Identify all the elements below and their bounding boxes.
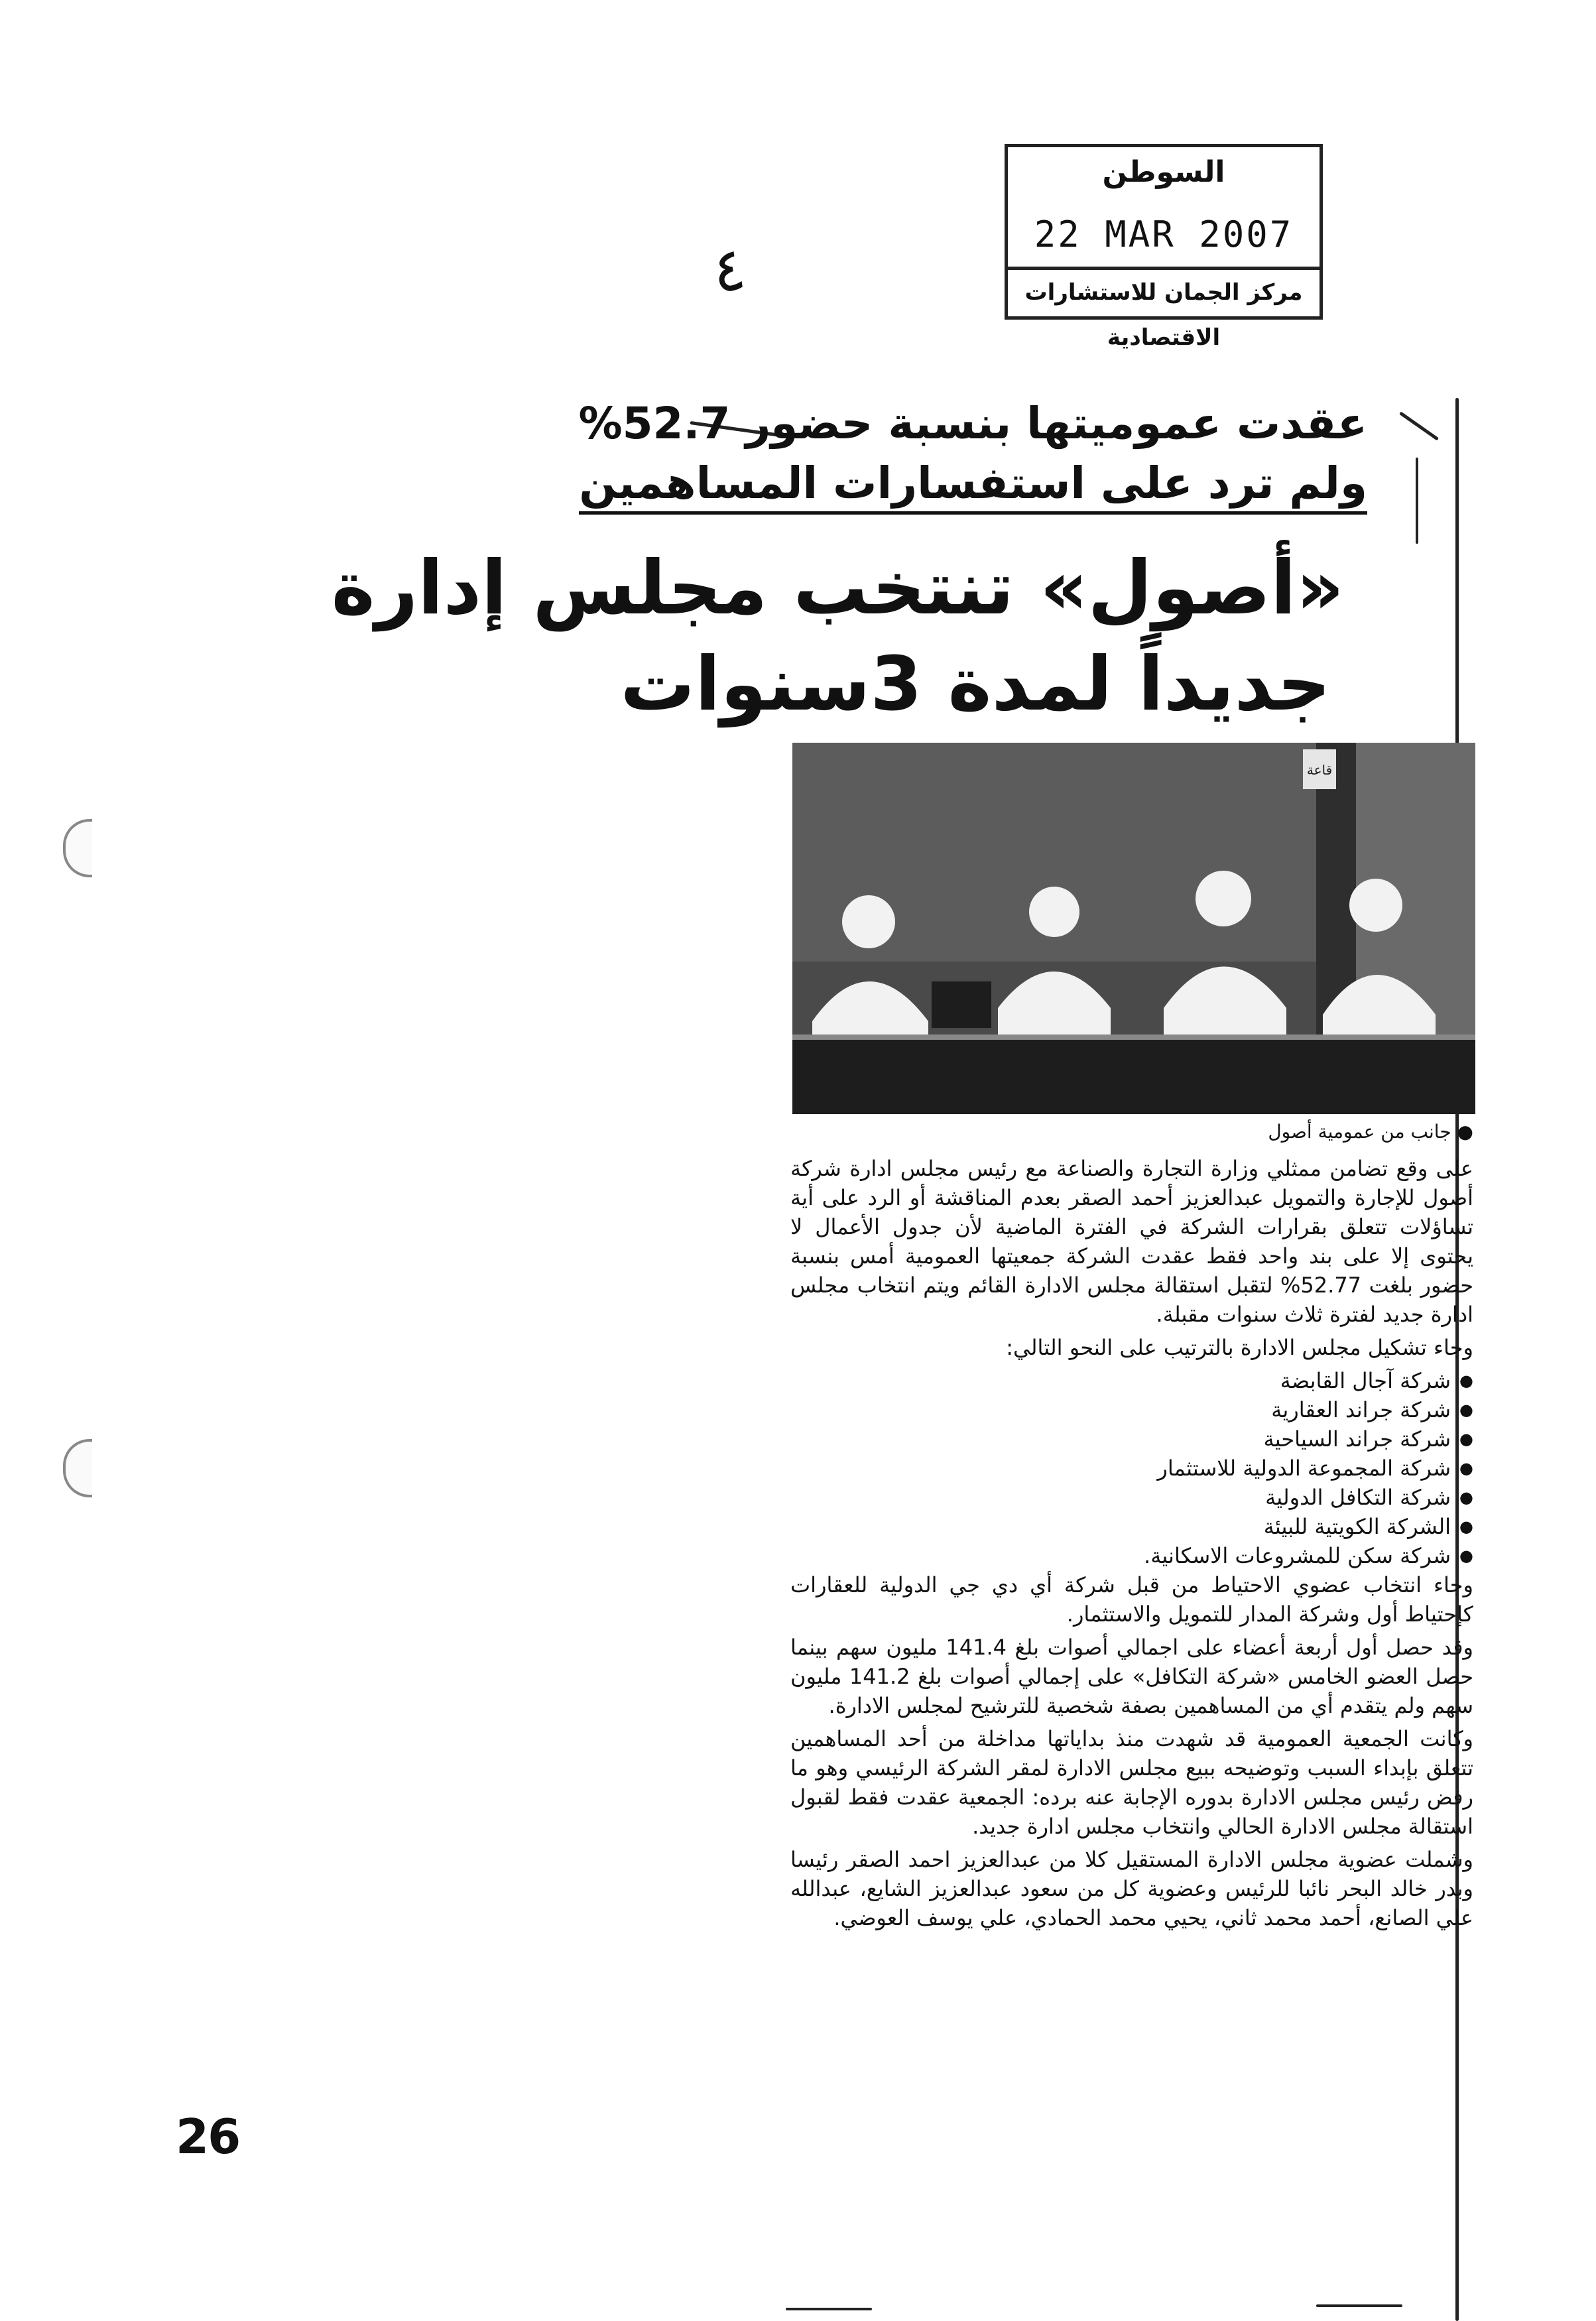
kicker-line-1: عقدت عموميتها بنسبة حضور 52.7% — [578, 398, 1367, 449]
board-member-item: ● شركة المجموعة الدولية للاستثمار — [790, 1454, 1473, 1483]
pen-stroke-tick — [1399, 411, 1439, 440]
article-paragraph-3: وجاء انتخاب عضوي الاحتياط من قبل شركة أي دي جي الدولية للعقارات كإحتياط أول وشركة المدار للتمويل والاستثمار. — [790, 1572, 1473, 1627]
board-member-item: ● شركة جراند السياحية — [790, 1424, 1473, 1454]
meeting-photo — [792, 743, 1475, 1114]
article-paragraph-4: وقد حصل أول أربعة أعضاء على اجمالي أصوات بلغ 141.4 مليون سهم بينما حصل العضو الخامس «شركة التكافل» على إجمالي أصوات بلغ 141.2 مليون سهم ولم يتقدم أي من المساهمين بصفة شخصية للترشيح لمجلس الادارة. — [790, 1635, 1474, 1718]
board-members-list — [790, 1366, 1473, 1570]
handwritten-mark: ٤ — [707, 233, 750, 307]
photo-caption: ● جانب من عمومية أصول — [1268, 1121, 1473, 1143]
article-paragraph-2: وجاء تشكيل مجلس الادارة بالترتيب على النحو التالي: — [1006, 1335, 1473, 1360]
board-member-item: ● شركة آجال القابضة — [790, 1366, 1473, 1395]
stamp-date: 22 MAR 2007 — [1034, 214, 1294, 255]
wall-sign-text: قاعة — [1306, 762, 1333, 778]
pen-stroke-bottom-right — [1316, 2304, 1402, 2307]
article-paragraph-1: على وقع تضامن ممثلي وزارة التجارة والصناعة مع رئيس مجلس ادارة شركة أصول للإجارة والتمويل عبدالعزيز أحمد الصقر بعدم المناقشة أو الرد على أية تساؤلات تتعلق بقرارات الشركة في الفترة الماضية لأن جدول الأعمال لا يحتوى إلا على بند واحد فقط عقدت الشركة جمعيتها العمومية أمس بنسبة حضور بلغت 52.77% لتقبل استقالة مجلس الادارة القائم ويتم انتخاب مجلس ادارة جديد لفترة ثلاث سنوات مقبلة. — [790, 1156, 1473, 1327]
board-member-item: ● شركة سكن للمشروعات الاسكانية. — [790, 1541, 1473, 1570]
article-paragraph-5: وكانت الجمعية العمومية قد شهدت منذ بداياتها مداخلة من أحد المساهمين تتعلق بإبداء السبب وتوضيحه ببيع مجلس الادارة لمقر الشركة الرئيسي وهو ما رفض رئيس مجلس الادارة بدوره الإجابة عنه برده: الجمعية عقدت فقط لقبول استقالة مجلس الادارة الحالي وانتخاب مجلس ادارة جديد. — [790, 1726, 1473, 1839]
punch-hole-bottom — [63, 1439, 92, 1497]
board-member-item: ● شركة جراند العقارية — [790, 1395, 1473, 1424]
stamp-footer: مركز الجمان للاستشارات الاقتصادية — [1008, 267, 1320, 316]
article-paragraph-6: وشملت عضوية مجلس الادارة المستقيل كلا من عبدالعزيز احمد الصقر رئيسا وبدر خالد البحر نائبا للرئيس وعضوية كل من سعود عبدالعزيز الشايع، عبدالله علي الصانع، أحمد محمد ثاني، يحيي محمد الحمادي، علي يوسف العوضي. — [790, 1847, 1473, 1930]
board-member-item: ● الشركة الكويتية للبيئة — [790, 1512, 1473, 1541]
photo-caption-text: جانب من عمومية أصول — [1268, 1121, 1451, 1143]
meeting-photo-illustration — [792, 743, 1475, 1114]
headline-line-1: «أصول» تنتخب مجلس إدارة — [331, 545, 1344, 631]
board-member-item: ● شركة التكافل الدولية — [790, 1483, 1473, 1512]
page-number: 26 — [176, 2109, 240, 2164]
pen-stroke-bracket — [1416, 458, 1418, 544]
pen-stroke-bottom — [786, 2308, 872, 2310]
punch-hole-top — [63, 819, 92, 877]
kicker-line-2: ولم ترد على استفسارات المساهمين — [579, 458, 1367, 515]
headline-line-2: جديداً لمدة 3سنوات — [620, 641, 1331, 727]
archive-stamp — [1005, 144, 1323, 351]
article-body — [790, 1154, 1473, 1936]
stamp-newspaper-logo: السوطن — [1102, 155, 1225, 189]
